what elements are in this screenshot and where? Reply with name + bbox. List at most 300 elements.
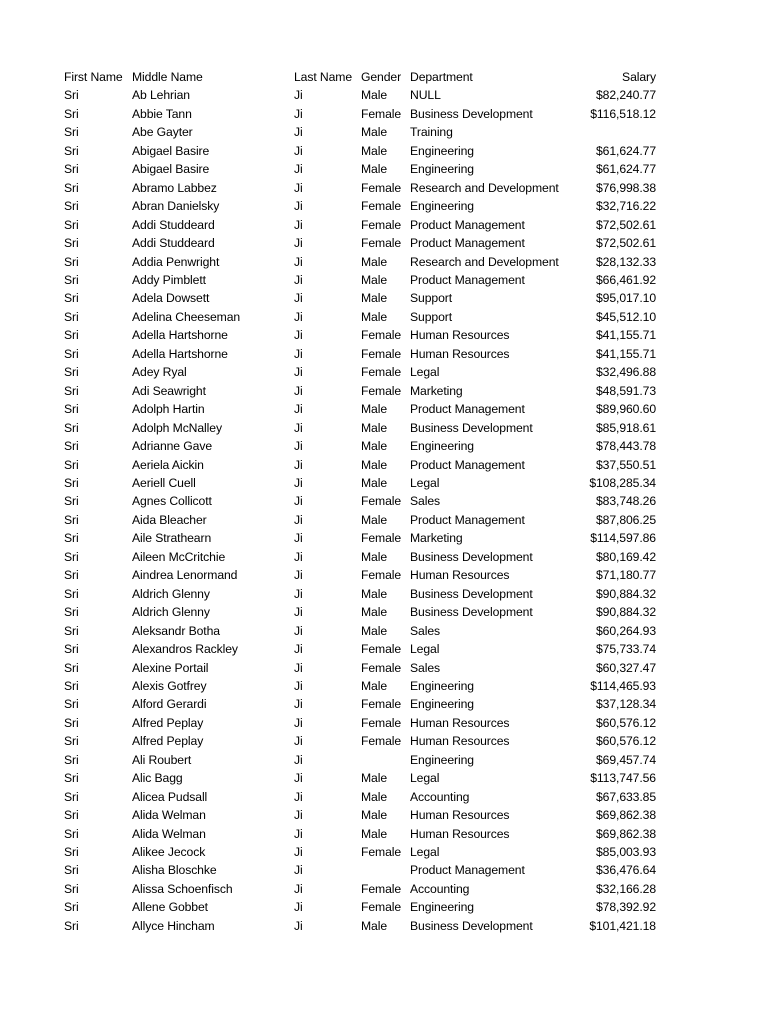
cell-first-name: Sri (64, 586, 79, 601)
cell-first-name: Sri (64, 605, 79, 620)
table-row (64, 253, 656, 271)
cell-first-name: Sri (64, 789, 79, 804)
table-row (64, 234, 656, 252)
cell-department: Marketing (410, 531, 463, 546)
table-row (64, 197, 656, 215)
cell-salary: $60,576.12 (596, 734, 656, 749)
cell-last-name: Ji (294, 715, 303, 730)
cell-salary: $69,862.38 (596, 808, 656, 823)
cell-department: Training (410, 125, 453, 140)
cell-middle-name: Alida Welman (132, 826, 206, 841)
cell-middle-name: Adolph Hartin (132, 402, 205, 417)
cell-last-name: Ji (294, 808, 303, 823)
cell-last-name: Ji (294, 752, 303, 767)
cell-department: Human Resources (410, 808, 510, 823)
cell-gender: Female (361, 881, 402, 896)
cell-gender: Male (361, 789, 388, 804)
cell-salary: $32,716.22 (596, 199, 656, 214)
cell-last-name: Ji (294, 678, 303, 693)
cell-middle-name: Adrianne Gave (132, 439, 213, 454)
cell-middle-name: Ab Lehrian (132, 88, 190, 103)
table-row (64, 511, 656, 529)
cell-salary: $101,421.18 (589, 918, 656, 933)
cell-department: Legal (410, 365, 440, 380)
cell-middle-name: Adey Ryal (132, 365, 187, 380)
cell-first-name: Sri (64, 826, 79, 841)
cell-first-name: Sri (64, 734, 79, 749)
cell-department: Product Management (410, 863, 525, 878)
cell-salary: $114,597.86 (590, 531, 656, 546)
cell-department: Engineering (410, 162, 474, 177)
table-row (64, 308, 656, 326)
cell-last-name: Ji (294, 586, 303, 601)
cell-middle-name: Adella Hartshorne (132, 346, 228, 361)
cell-last-name: Ji (294, 365, 303, 380)
cell-gender: Female (361, 199, 402, 214)
cell-department: Business Development (410, 918, 533, 933)
cell-salary: $114,465.93 (590, 678, 656, 693)
cell-middle-name: Adi Seawright (132, 383, 206, 398)
table-row (64, 861, 656, 879)
cell-gender: Male (361, 918, 388, 933)
header-first-name: First Name (64, 70, 123, 84)
cell-last-name: Ji (294, 328, 303, 343)
cell-salary: $28,132.33 (596, 254, 656, 269)
cell-first-name: Sri (64, 162, 79, 177)
cell-gender (361, 861, 410, 879)
table-row (64, 825, 656, 843)
cell-department: Engineering (410, 439, 474, 454)
cell-last-name: Ji (294, 494, 303, 509)
cell-last-name: Ji (294, 125, 303, 140)
cell-department: Support (410, 309, 452, 324)
table-row (64, 769, 656, 787)
table-row (64, 788, 656, 806)
cell-last-name: Ji (294, 439, 303, 454)
table-row (64, 382, 656, 400)
table-row (64, 474, 656, 492)
cell-department: Product Management (410, 402, 525, 417)
cell-gender: Female (361, 660, 402, 675)
cell-salary: $89,960.60 (596, 402, 656, 417)
cell-first-name: Sri (64, 346, 79, 361)
cell-middle-name: Abigael Basire (132, 143, 210, 158)
table-row (64, 179, 656, 197)
table-row (64, 142, 656, 160)
cell-salary: $32,496.88 (596, 365, 656, 380)
cell-salary: $113,747.56 (590, 771, 656, 786)
header-gender: Gender (361, 70, 402, 84)
cell-gender: Female (361, 642, 402, 657)
cell-gender: Male (361, 309, 388, 324)
cell-middle-name: Ali Roubert (132, 752, 192, 767)
cell-department: Engineering (410, 678, 474, 693)
cell-last-name: Ji (294, 180, 303, 195)
cell-first-name: Sri (64, 457, 79, 472)
employee-spreadsheet (64, 68, 664, 935)
cell-middle-name: Alexandros Rackley (132, 642, 238, 657)
cell-department: Product Management (410, 457, 525, 472)
cell-gender: Male (361, 808, 388, 823)
cell-last-name: Ji (294, 605, 303, 620)
cell-salary: $72,502.61 (596, 217, 656, 232)
cell-middle-name: Aile Strathearn (132, 531, 212, 546)
header-last-name: Last Name (294, 70, 353, 84)
employee-table (64, 68, 656, 935)
cell-department: Engineering (410, 697, 474, 712)
cell-salary: $37,550.51 (596, 457, 656, 472)
cell-first-name: Sri (64, 254, 79, 269)
cell-department: Legal (410, 642, 440, 657)
cell-gender: Female (361, 365, 402, 380)
cell-department: Marketing (410, 383, 463, 398)
cell-middle-name: Agnes Collicott (132, 494, 212, 509)
table-row (64, 659, 656, 677)
cell-department: Legal (410, 475, 440, 490)
cell-department: Business Development (410, 605, 533, 620)
cell-salary: $82,240.77 (596, 88, 656, 103)
cell-gender: Female (361, 734, 402, 749)
cell-gender: Male (361, 457, 388, 472)
cell-first-name: Sri (64, 125, 79, 140)
table-row (64, 419, 656, 437)
table-row (64, 806, 656, 824)
table-row (64, 677, 656, 695)
cell-gender: Male (361, 549, 388, 564)
cell-middle-name: Addi Studdeard (132, 217, 215, 232)
cell-gender: Female (361, 568, 402, 583)
cell-salary: $36,476.64 (596, 863, 656, 878)
table-row (64, 271, 656, 289)
cell-gender: Male (361, 512, 388, 527)
cell-gender: Female (361, 383, 402, 398)
table-body (64, 86, 656, 935)
cell-first-name: Sri (64, 309, 79, 324)
table-row (64, 289, 656, 307)
cell-first-name: Sri (64, 365, 79, 380)
cell-department: Product Management (410, 272, 525, 287)
cell-gender: Female (361, 217, 402, 232)
cell-salary: $95,017.10 (596, 291, 656, 306)
cell-salary: $66,461.92 (596, 272, 656, 287)
cell-first-name: Sri (64, 494, 79, 509)
cell-last-name: Ji (294, 217, 303, 232)
cell-first-name: Sri (64, 900, 79, 915)
cell-gender: Male (361, 254, 388, 269)
cell-first-name: Sri (64, 623, 79, 638)
cell-department: Business Development (410, 586, 533, 601)
cell-salary: $69,457.74 (596, 752, 656, 767)
cell-salary: $116,518.12 (590, 106, 656, 121)
table-row (64, 529, 656, 547)
cell-salary: $72,502.61 (596, 236, 656, 251)
cell-gender: Male (361, 291, 388, 306)
cell-last-name: Ji (294, 826, 303, 841)
cell-salary: $41,155.71 (596, 346, 656, 361)
cell-gender: Male (361, 439, 388, 454)
table-row (64, 917, 656, 935)
cell-department: Sales (410, 623, 440, 638)
cell-first-name: Sri (64, 660, 79, 675)
cell-first-name: Sri (64, 512, 79, 527)
cell-department: Product Management (410, 217, 525, 232)
cell-salary: $61,624.77 (596, 143, 656, 158)
table-row (64, 363, 656, 381)
table-row (64, 345, 656, 363)
cell-middle-name: Aida Bleacher (132, 512, 207, 527)
cell-middle-name: Aldrich Glenny (132, 605, 210, 620)
cell-last-name: Ji (294, 291, 303, 306)
cell-gender: Male (361, 605, 388, 620)
cell-department: Product Management (410, 512, 525, 527)
cell-last-name: Ji (294, 771, 303, 786)
cell-department: Human Resources (410, 328, 510, 343)
cell-gender: Female (361, 900, 402, 915)
cell-last-name: Ji (294, 918, 303, 933)
table-row (64, 216, 656, 234)
cell-first-name: Sri (64, 291, 79, 306)
cell-salary: $75,733.74 (596, 642, 656, 657)
cell-last-name: Ji (294, 568, 303, 583)
cell-last-name: Ji (294, 623, 303, 638)
cell-last-name: Ji (294, 383, 303, 398)
cell-salary: $60,264.93 (596, 623, 656, 638)
cell-first-name: Sri (64, 752, 79, 767)
cell-department: Business Development (410, 106, 533, 121)
cell-middle-name: Abran Danielsky (132, 199, 220, 214)
cell-last-name: Ji (294, 346, 303, 361)
cell-last-name: Ji (294, 457, 303, 472)
cell-salary: $78,392.92 (596, 900, 656, 915)
cell-last-name: Ji (294, 162, 303, 177)
cell-first-name: Sri (64, 420, 79, 435)
cell-middle-name: Alisha Bloschke (132, 863, 217, 878)
cell-department: Engineering (410, 752, 474, 767)
cell-department: NULL (410, 88, 441, 103)
cell-last-name: Ji (294, 143, 303, 158)
cell-middle-name: Alexis Gotfrey (132, 678, 207, 693)
cell-department: Legal (410, 845, 440, 860)
cell-last-name: Ji (294, 660, 303, 675)
cell-salary: $85,918.61 (596, 420, 656, 435)
cell-last-name: Ji (294, 900, 303, 915)
cell-last-name: Ji (294, 272, 303, 287)
cell-salary: $60,576.12 (596, 715, 656, 730)
table-row (64, 123, 656, 141)
cell-last-name: Ji (294, 789, 303, 804)
cell-salary: $83,748.26 (596, 494, 656, 509)
cell-middle-name: Alfred Peplay (132, 734, 204, 749)
cell-gender (361, 751, 410, 769)
cell-salary: $60,327.47 (596, 660, 656, 675)
cell-middle-name: Addi Studdeard (132, 236, 215, 251)
table-row (64, 751, 656, 769)
cell-department: Engineering (410, 143, 474, 158)
cell-department: Legal (410, 771, 440, 786)
cell-gender: Male (361, 143, 388, 158)
cell-gender: Female (361, 346, 402, 361)
cell-middle-name: Abramo Labbez (132, 180, 217, 195)
cell-salary: $61,624.77 (596, 162, 656, 177)
cell-salary: $85,003.93 (596, 845, 656, 860)
table-row (64, 585, 656, 603)
cell-first-name: Sri (64, 845, 79, 860)
table-row (64, 732, 656, 750)
cell-last-name: Ji (294, 254, 303, 269)
cell-department: Research and Development (410, 254, 559, 269)
table-row (64, 640, 656, 658)
cell-last-name: Ji (294, 309, 303, 324)
cell-department: Human Resources (410, 715, 510, 730)
cell-middle-name: Aeriell Cuell (132, 475, 196, 490)
header-row (64, 68, 656, 86)
cell-middle-name: Alfred Peplay (132, 715, 204, 730)
cell-middle-name: Aileen McCritchie (132, 549, 226, 564)
cell-middle-name: Abigael Basire (132, 162, 210, 177)
table-row (64, 456, 656, 474)
table-row (64, 86, 656, 104)
cell-gender: Female (361, 494, 402, 509)
cell-department: Product Management (410, 236, 525, 251)
table-row (64, 898, 656, 916)
cell-last-name: Ji (294, 642, 303, 657)
cell-department: Human Resources (410, 734, 510, 749)
cell-first-name: Sri (64, 383, 79, 398)
cell-salary (576, 123, 656, 141)
cell-last-name: Ji (294, 475, 303, 490)
table-row (64, 548, 656, 566)
cell-last-name: Ji (294, 420, 303, 435)
cell-last-name: Ji (294, 199, 303, 214)
cell-gender: Female (361, 531, 402, 546)
cell-first-name: Sri (64, 531, 79, 546)
cell-middle-name: Aleksandr Botha (132, 623, 220, 638)
cell-first-name: Sri (64, 236, 79, 251)
cell-gender: Female (361, 697, 402, 712)
cell-department: Business Development (410, 420, 533, 435)
cell-last-name: Ji (294, 863, 303, 878)
table-row (64, 326, 656, 344)
table-row (64, 880, 656, 898)
header-salary: Salary (622, 70, 656, 84)
cell-first-name: Sri (64, 143, 79, 158)
table-row (64, 160, 656, 178)
cell-last-name: Ji (294, 236, 303, 251)
cell-last-name: Ji (294, 881, 303, 896)
cell-salary: $90,884.32 (596, 605, 656, 620)
cell-salary: $90,884.32 (596, 586, 656, 601)
table-row (64, 843, 656, 861)
cell-department: Human Resources (410, 346, 510, 361)
cell-middle-name: Adella Hartshorne (132, 328, 228, 343)
cell-middle-name: Abe Gayter (132, 125, 193, 140)
table-row (64, 105, 656, 123)
cell-last-name: Ji (294, 512, 303, 527)
cell-last-name: Ji (294, 402, 303, 417)
cell-middle-name: Alford Gerardi (132, 697, 207, 712)
cell-salary: $71,180.77 (596, 568, 656, 583)
cell-salary: $37,128.34 (596, 697, 656, 712)
cell-gender: Female (361, 106, 402, 121)
cell-department: Accounting (410, 881, 470, 896)
cell-gender: Male (361, 771, 388, 786)
cell-salary: $76,998.38 (596, 180, 656, 195)
cell-middle-name: Addy Pimblett (132, 272, 206, 287)
cell-first-name: Sri (64, 439, 79, 454)
table-row (64, 566, 656, 584)
cell-gender: Male (361, 162, 388, 177)
table-row (64, 437, 656, 455)
cell-gender: Male (361, 402, 388, 417)
cell-gender: Female (361, 236, 402, 251)
cell-last-name: Ji (294, 845, 303, 860)
cell-first-name: Sri (64, 272, 79, 287)
cell-middle-name: Abbie Tann (132, 106, 192, 121)
cell-middle-name: Adelina Cheeseman (132, 309, 241, 324)
cell-middle-name: Alicea Pudsall (132, 789, 208, 804)
cell-first-name: Sri (64, 328, 79, 343)
cell-first-name: Sri (64, 402, 79, 417)
cell-department: Support (410, 291, 452, 306)
table-row (64, 622, 656, 640)
cell-salary: $69,862.38 (596, 826, 656, 841)
cell-middle-name: Adolph McNalley (132, 420, 222, 435)
cell-salary: $87,806.25 (596, 512, 656, 527)
cell-department: Engineering (410, 900, 474, 915)
cell-first-name: Sri (64, 863, 79, 878)
cell-first-name: Sri (64, 568, 79, 583)
cell-gender: Female (361, 328, 402, 343)
cell-department: Sales (410, 660, 440, 675)
cell-salary: $48,591.73 (596, 383, 656, 398)
cell-department: Sales (410, 494, 440, 509)
cell-last-name: Ji (294, 88, 303, 103)
cell-first-name: Sri (64, 808, 79, 823)
cell-first-name: Sri (64, 217, 79, 232)
cell-middle-name: Aeriela Aickin (132, 457, 204, 472)
cell-department: Human Resources (410, 568, 510, 583)
table-row (64, 714, 656, 732)
cell-department: Research and Development (410, 180, 559, 195)
cell-first-name: Sri (64, 549, 79, 564)
cell-middle-name: Addia Penwright (132, 254, 220, 269)
cell-first-name: Sri (64, 771, 79, 786)
cell-first-name: Sri (64, 106, 79, 121)
cell-gender: Male (361, 420, 388, 435)
cell-middle-name: Alida Welman (132, 808, 206, 823)
cell-department: Engineering (410, 199, 474, 214)
cell-gender: Male (361, 623, 388, 638)
cell-gender: Male (361, 272, 388, 287)
cell-gender: Male (361, 125, 388, 140)
table-row (64, 603, 656, 621)
cell-middle-name: Adela Dowsett (132, 291, 210, 306)
cell-middle-name: Aindrea Lenormand (132, 568, 238, 583)
cell-salary: $108,285.34 (589, 475, 656, 490)
cell-salary: $41,155.71 (596, 328, 656, 343)
cell-first-name: Sri (64, 715, 79, 730)
cell-first-name: Sri (64, 678, 79, 693)
cell-first-name: Sri (64, 180, 79, 195)
header-department: Department (410, 70, 473, 84)
cell-salary: $45,512.10 (596, 309, 656, 324)
cell-middle-name: Alic Bagg (132, 771, 183, 786)
cell-gender: Male (361, 826, 388, 841)
cell-gender: Male (361, 586, 388, 601)
cell-middle-name: Alexine Portail (132, 660, 209, 675)
cell-gender: Male (361, 678, 388, 693)
cell-middle-name: Alikee Jecock (132, 845, 206, 860)
